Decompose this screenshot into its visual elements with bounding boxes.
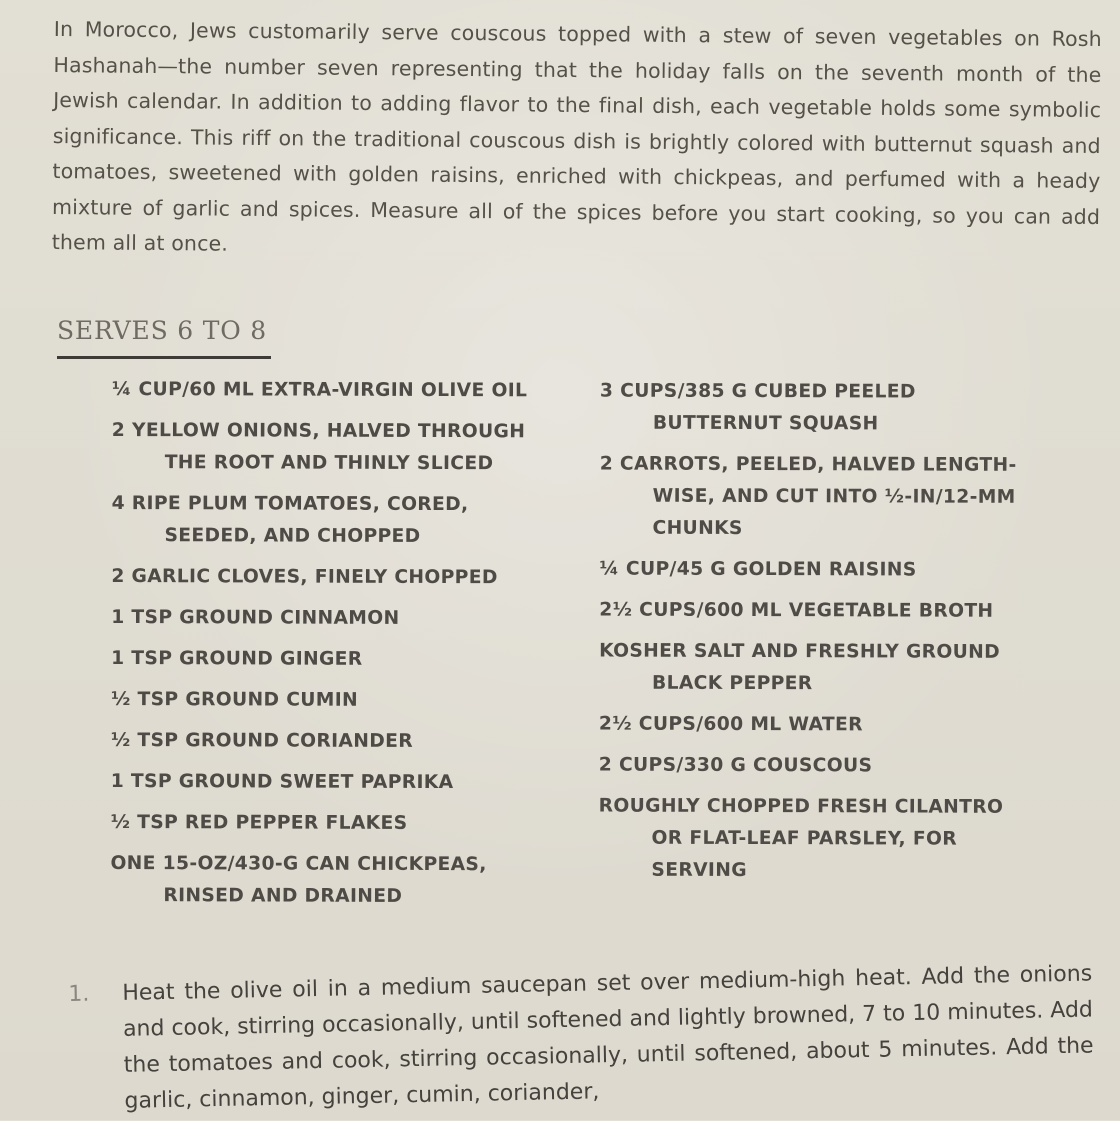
- ingredient-continuation-line: THE ROOT AND THINLY SLICED: [164, 452, 494, 475]
- recipe-intro: [52, 12, 1102, 271]
- ingredient-line: 2½ CUPS/600 ML WATER: [598, 713, 863, 736]
- right-ingredient-item: [600, 376, 1100, 442]
- left-ingredient-item: [111, 766, 556, 799]
- right-ingredient-item: [599, 449, 1099, 547]
- method-section: [68, 956, 1106, 1121]
- ingredient-continuation-line: BUTTERNUT SQUASH: [652, 412, 879, 435]
- ingredient-line: 2½ CUPS/600 ML VEGETABLE BROTH: [599, 599, 994, 622]
- left-ingredient-item: [110, 848, 555, 913]
- ingredient-line: ½ TSP GROUND CORIANDER: [110, 729, 414, 752]
- ingredient-line: 2 CARROTS, PEELED, HALVED LENGTH-: [599, 453, 1017, 476]
- right-ingredient-item: [599, 595, 1099, 629]
- serves-heading: SERVES 6 TO 8: [57, 316, 267, 345]
- ingredient-line: 2 CUPS/330 G COUSCOUS: [598, 754, 873, 777]
- intro-paragraph: In Morocco, Jews customarily serve couscous topped with a stew of seven vegetables on Rosh Hashanah—the number seven representing that the holiday falls on the seventh month of the Jewish calendar. In addition to adding flavor to the final dish, each vegetable holds some symbolic significance. This riff on the traditional couscous dish is brightly colored with butternut squash and tomatoes, sweetened with golden raisins, enriched with chickpeas, and perfumed with a heady mixture of garlic and spices. Measure all of the spices before you start cooking, so you can add them all at once.: [51, 16, 1102, 256]
- left-ingredient-item: [111, 807, 556, 840]
- ingredients-right-column: [598, 376, 1100, 925]
- ingredient-line: 1 TSP GROUND SWEET PAPRIKA: [110, 770, 454, 794]
- ingredient-line: 1 TSP GROUND GINGER: [111, 647, 363, 670]
- ingredients-right-list: [598, 376, 1100, 889]
- ingredient-line: 2 YELLOW ONIONS, HALVED THROUGH: [111, 419, 526, 443]
- serves-underline: [57, 356, 271, 359]
- recipe-step: [68, 956, 1106, 1121]
- right-ingredient-item: [599, 636, 1099, 702]
- ingredients-section: [110, 374, 1102, 924]
- left-ingredient-item: [111, 561, 556, 594]
- ingredient-line: 1 TSP GROUND CINNAMON: [111, 606, 400, 629]
- left-ingredient-item: [111, 684, 556, 717]
- left-ingredient-item: [111, 488, 556, 553]
- left-ingredient-item: [111, 602, 556, 635]
- right-ingredient-item: [598, 791, 1098, 889]
- ingredient-continuation-line: SEEDED, AND CHOPPED: [164, 525, 421, 547]
- ingredient-line: 3 CUPS/385 G CUBED PEELED: [599, 380, 916, 403]
- ingredient-line: ¼ CUP/45 G GOLDEN RAISINS: [599, 558, 917, 581]
- ingredient-line: ½ TSP GROUND CUMIN: [110, 688, 359, 711]
- ingredients-left-list: [110, 374, 557, 913]
- left-ingredient-item: [111, 643, 556, 676]
- ingredient-line: ½ TSP RED PEPPER FLAKES: [110, 811, 408, 834]
- right-ingredient-item: [599, 709, 1099, 743]
- ingredient-continuation-line: OR FLAT-LEAF PARSLEY, FOR: [651, 827, 958, 850]
- ingredient-line: ROUGHLY CHOPPED FRESH CILANTRO: [598, 795, 1004, 818]
- left-ingredient-item: [111, 725, 556, 758]
- ingredient-continuation-line: BLACK PEPPER: [651, 672, 813, 695]
- ingredient-line: 2 GARLIC CLOVES, FINELY CHOPPED: [111, 565, 498, 589]
- ingredients-left-column: [110, 374, 557, 922]
- ingredient-line: 4 RIPE PLUM TOMATOES, CORED,: [111, 492, 469, 516]
- ingredient-continuation-line: CHUNKS: [652, 517, 743, 539]
- steps-list: [68, 956, 1106, 1121]
- ingredient-line: KOSHER SALT AND FRESHLY GROUND: [599, 640, 1001, 663]
- step-text: Heat the olive oil in a medium saucepan set over medium-high heat. Add the onions and cook, stirring occasionally, until softened and lightly browned, 7 to 10 minutes. Add the tomatoes and cook, stirring occasionally, until softened, about 5 minutes. Add the garlic, cinnamon, ginger, cumin, coriander,: [122, 961, 1094, 1114]
- left-ingredient-item: [112, 415, 557, 480]
- ingredient-continuation-line: RINSED AND DRAINED: [163, 885, 403, 907]
- ingredient-line: ¼ CUP/60 ML EXTRA-VIRGIN OLIVE OIL: [111, 378, 528, 402]
- serves-section: [57, 314, 271, 359]
- ingredient-continuation-line: SERVING: [651, 859, 747, 881]
- step-number: 1.: [68, 981, 90, 1007]
- left-ingredient-item: [112, 374, 557, 407]
- ingredient-continuation-line: WISE, AND CUT INTO ½-IN/12-MM: [652, 485, 1016, 508]
- ingredient-line: ONE 15-OZ/430-G CAN CHICKPEAS,: [110, 852, 487, 876]
- right-ingredient-item: [599, 750, 1099, 784]
- right-ingredient-item: [599, 554, 1099, 588]
